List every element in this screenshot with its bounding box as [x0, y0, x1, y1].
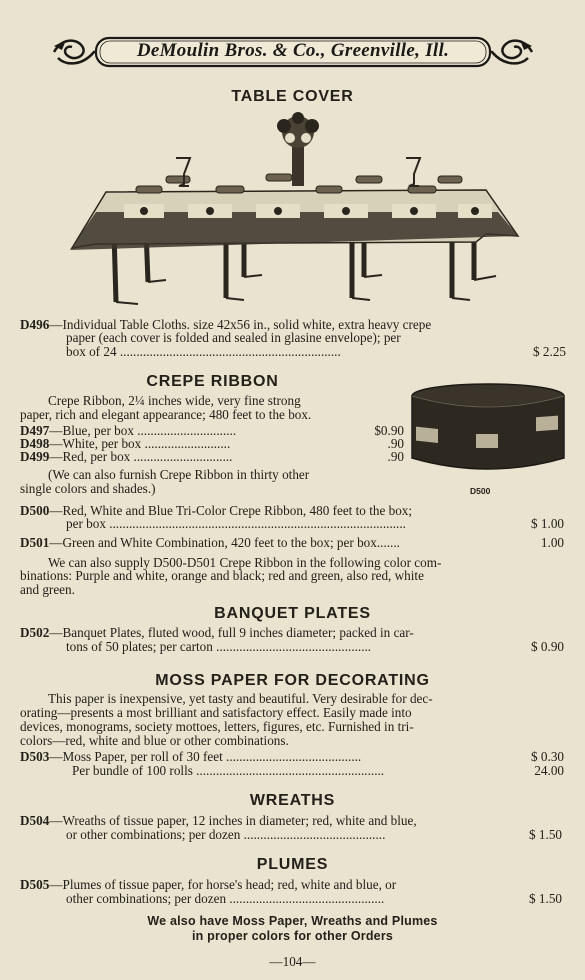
- crepe-note1: (We can also furnish Crepe Ribbon in thirty other: [48, 467, 310, 482]
- banquet-plates-heading: BANQUET PLATES: [214, 605, 371, 622]
- d496-line2: paper (each cover is folded and sealed in glasine envelope); per: [66, 330, 401, 345]
- d505-desc: —Plumes of tissue paper, for horse's head; red, white and blue, or: [49, 877, 397, 892]
- crepe-note2: single colors and shades.): [20, 481, 156, 496]
- crepe-ribbon-roll-illustration: [410, 382, 566, 482]
- d503-line2: Per bundle of 100 rolls .........................................................: [72, 763, 385, 778]
- d503-price2: 24.00: [534, 763, 564, 778]
- d504-line2: or other combinations; per dozen ...........................................: [66, 827, 386, 842]
- d505-code: D505: [20, 877, 50, 892]
- table-cover-heading: TABLE COVER: [231, 88, 354, 105]
- moss-p4: colors—red, white and blue or other combinations.: [20, 733, 289, 748]
- plumes-heading: PLUMES: [256, 856, 329, 873]
- d502-line1: [20, 626, 414, 640]
- d498-label: —White, per box ..........................: [49, 436, 231, 451]
- d497-code: D497: [20, 423, 50, 438]
- d500-image-caption: D500: [470, 486, 491, 496]
- d496-code: D496: [20, 317, 50, 332]
- d496-line3: box of 24 ...................................................................: [66, 344, 341, 359]
- d502-desc: —Banquet Plates, fluted wood, full 9 inches diameter; packed in car-: [49, 625, 414, 640]
- d503-desc: —Moss Paper, per roll of 30 feet .........................................: [49, 749, 362, 764]
- d500-line2: per box ..........................................................................................: [66, 516, 406, 531]
- d504-price: $ 1.50: [529, 827, 562, 842]
- crepe-supply1: We can also supply D500-D501 Crepe Ribbon in the following color com-: [48, 555, 442, 570]
- d499-code: D499: [20, 449, 50, 464]
- d505-price: $ 1.50: [529, 891, 562, 906]
- moss-p3: devices, monograms, society mottoes, letters, figures, etc. Furnished in tri-: [20, 719, 414, 734]
- d501-code: D501: [20, 535, 50, 550]
- d497-price: $0.90: [374, 423, 404, 438]
- d500-desc: —Red, White and Blue Tri-Color Crepe Ribbon, 480 feet to the box;: [49, 503, 413, 518]
- d496-desc: —Individual Table Cloths. size 42x56 in., solid white, extra heavy crepe: [49, 317, 432, 332]
- footer-note-line2: in proper colors for other Orders: [191, 929, 394, 943]
- d498-price: .90: [387, 436, 404, 451]
- d502-code: D502: [20, 625, 50, 640]
- d504-desc: —Wreaths of tissue paper, 12 inches in diameter; red, white and blue,: [49, 813, 417, 828]
- d505-line2: other combinations; per dozen ...............................................: [66, 891, 385, 906]
- d498-code: D498: [20, 436, 50, 451]
- d496-price: $ 2.25: [533, 344, 566, 359]
- crepe-intro2: paper, rich and elegant appearance; 480 feet to the box.: [20, 407, 312, 422]
- crepe-supply3: and green.: [20, 582, 75, 597]
- crepe-intro1: Crepe Ribbon, 2¼ inches wide, very fine strong: [48, 393, 301, 408]
- d503-line1: [20, 750, 361, 764]
- d499-row: [20, 450, 232, 464]
- d500-code: D500: [20, 503, 50, 518]
- d504-code: D504: [20, 813, 50, 828]
- moss-paper-heading: MOSS PAPER FOR DECORATING: [155, 672, 430, 689]
- d502-line2: tons of 50 plates; per carton ...............................................: [66, 639, 372, 654]
- d501-price: 1.00: [540, 535, 564, 550]
- d501-desc: —Green and White Combination, 420 feet to the box; per box.......: [49, 535, 400, 550]
- crepe-supply2: binations: Purple and white, orange and black; red and green, also red, white: [20, 568, 424, 583]
- header-banner: [52, 34, 534, 70]
- d499-label: —Red, per box ..............................: [49, 449, 233, 464]
- d499-price: .90: [387, 449, 404, 464]
- d505-line1: [20, 878, 396, 892]
- moss-p1: This paper is inexpensive, yet tasty and beautiful. Very desirable for dec-: [48, 691, 433, 706]
- d503-code: D503: [20, 749, 50, 764]
- moss-p2: orating—presents a most brilliant and satisfactory effect. Easily made into: [20, 705, 412, 720]
- d500-price: $ 1.00: [531, 516, 564, 531]
- crepe-ribbon-heading: CREPE RIBBON: [146, 373, 279, 390]
- d497-label: —Blue, per box ..............................: [49, 423, 237, 438]
- footer-note-line1: We also have Moss Paper, Wreaths and Plumes: [147, 914, 438, 928]
- d501-line1: [20, 536, 400, 550]
- wreaths-heading: WREATHS: [249, 792, 336, 809]
- header-title: DeMoulin Bros. & Co., Greenville, Ill.: [136, 40, 450, 61]
- page-number: —104—: [269, 954, 316, 969]
- d504-line1: [20, 814, 417, 828]
- d502-price: $ 0.90: [531, 639, 564, 654]
- d503-price1: $ 0.30: [531, 749, 564, 764]
- table-cover-illustration: [66, 112, 522, 308]
